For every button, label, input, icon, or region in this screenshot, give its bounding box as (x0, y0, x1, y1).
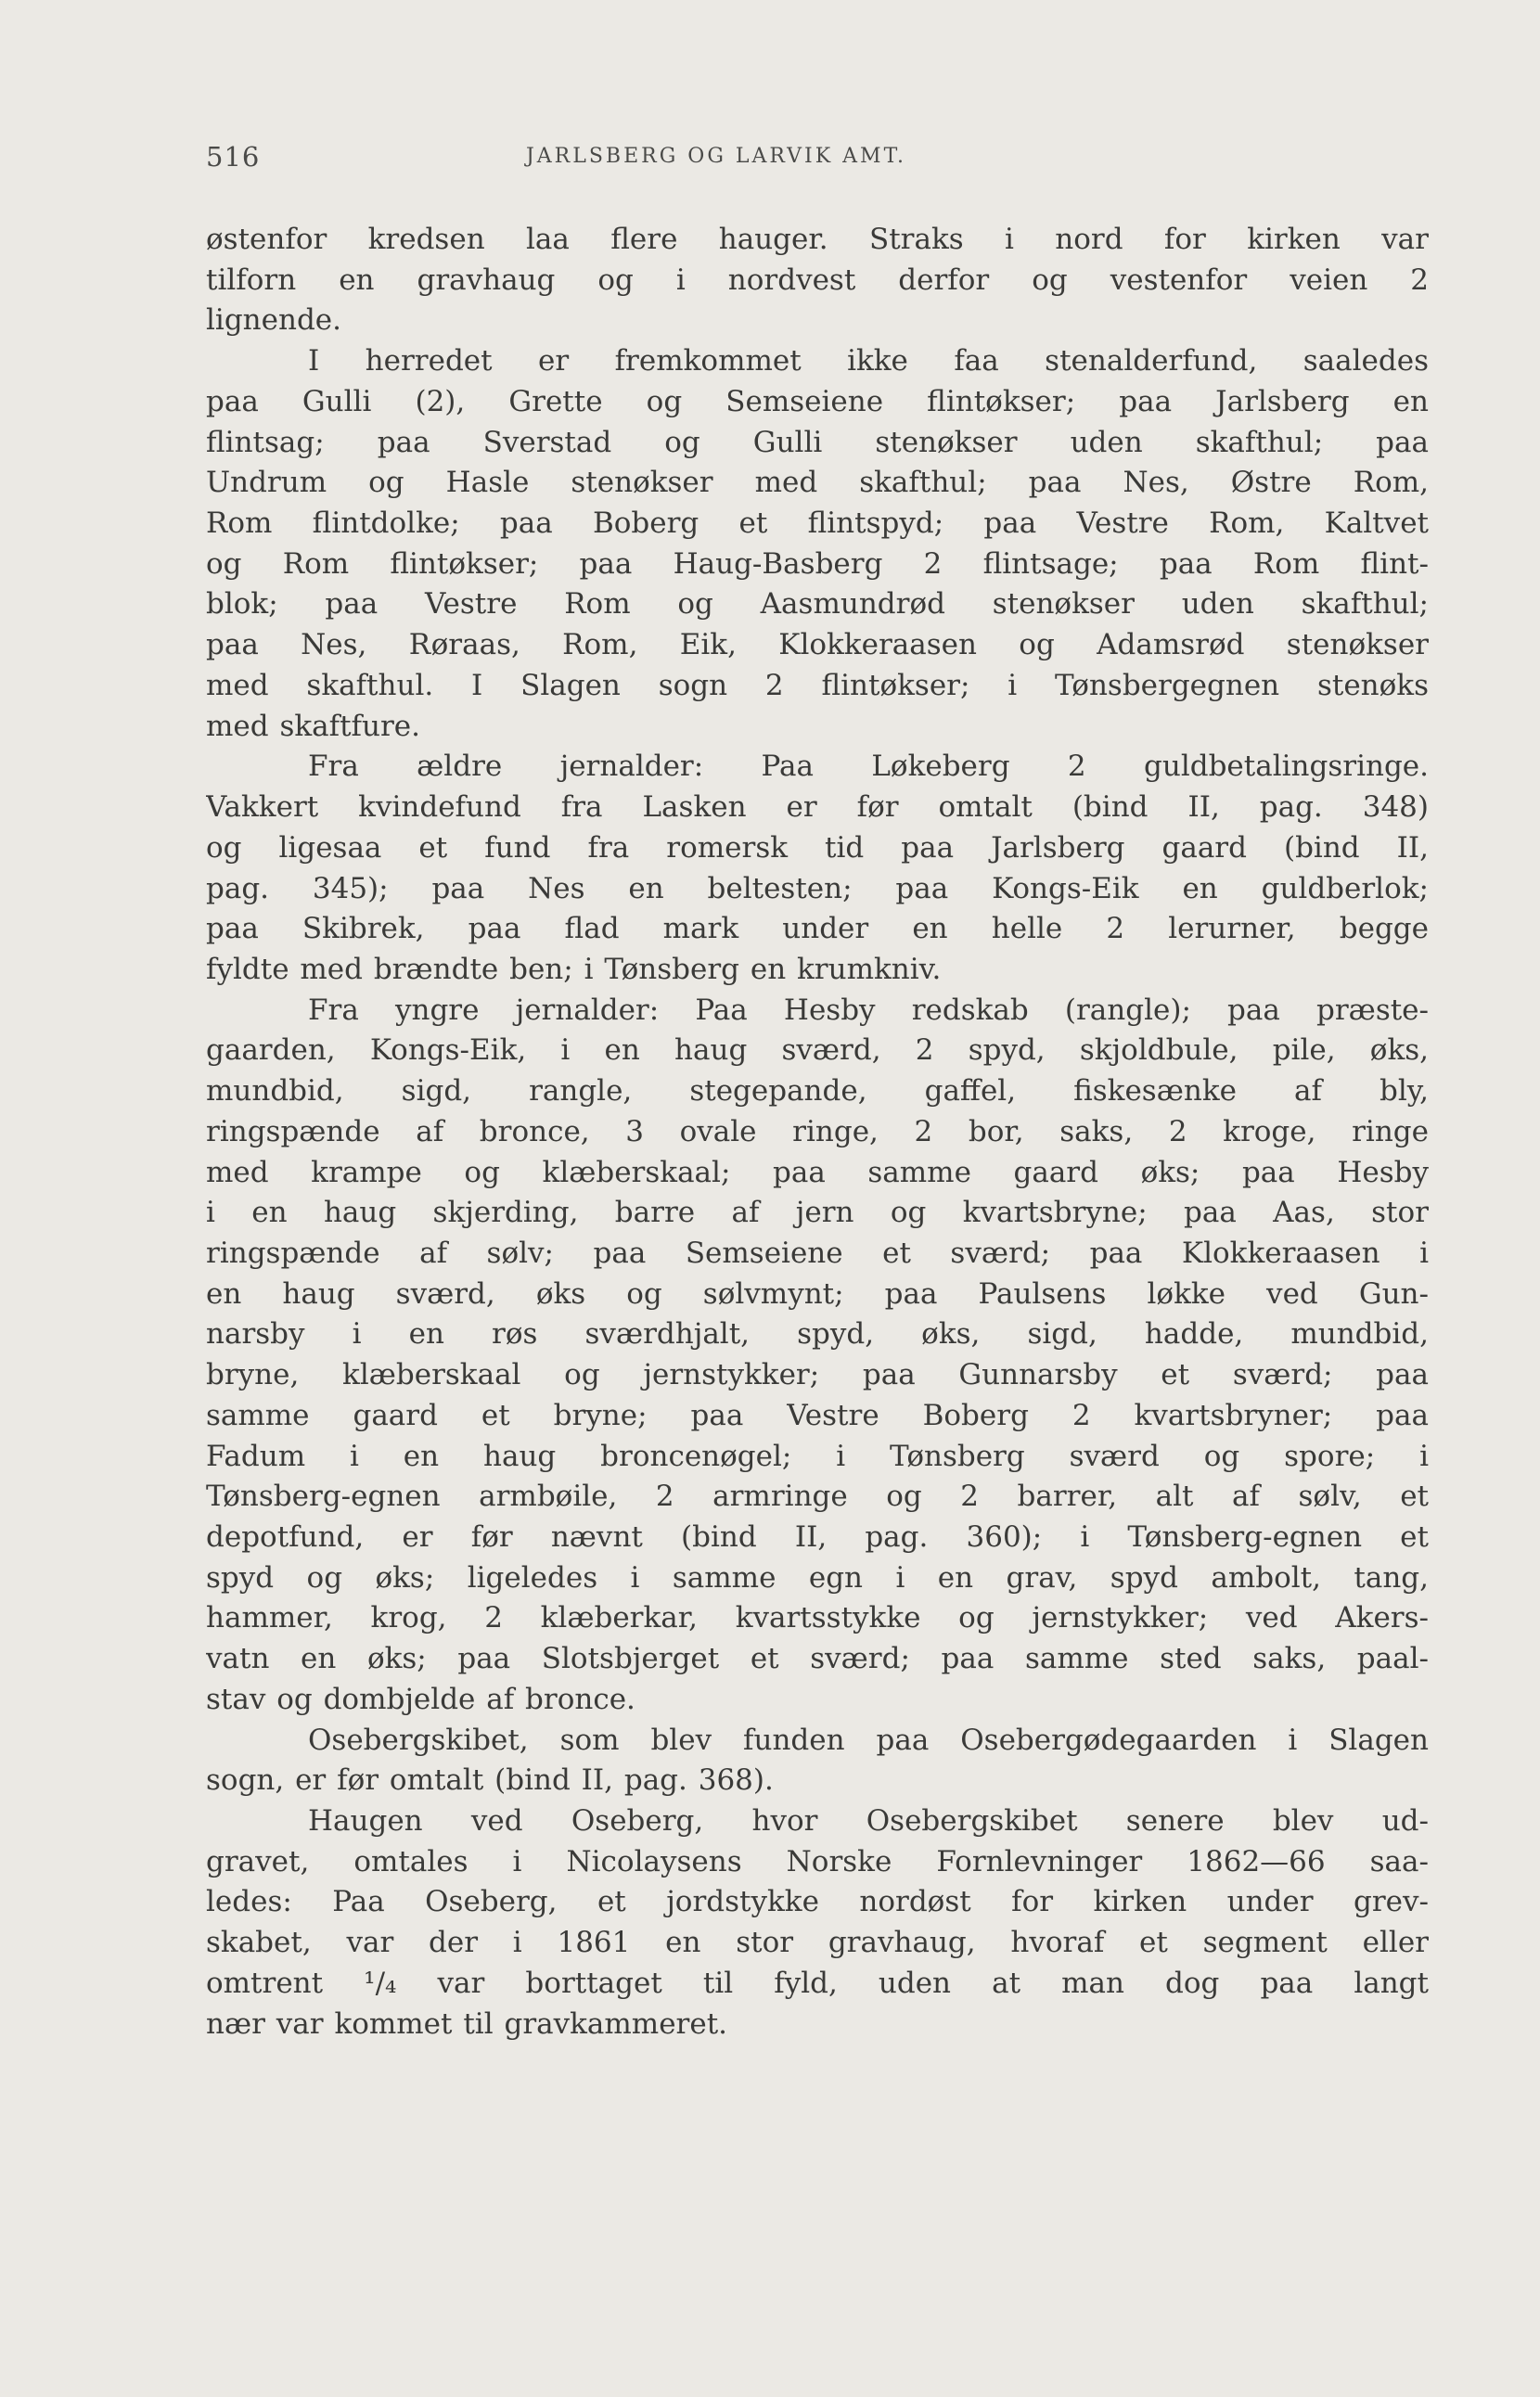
text-line: bryne, klæberskaal og jernstykker; paa Gunnarsby et sværd; paa (206, 1358, 1429, 1392)
text-line: samme gaard et bryne; paa Vestre Boberg 2 kvartsbryner; paa (206, 1398, 1429, 1432)
text-line: og ligesaa et fund fra romersk tid paa Jarlsberg gaard (bind II, (206, 830, 1429, 865)
text-line: I herredet er fremkommet ikke faa stenalderfund, saaledes (308, 344, 1429, 378)
text-line: ledes: Paa Oseberg, et jordstykke nordøst for kirken under grev- (206, 1885, 1429, 1919)
text-line: Fra ældre jernalder: Paa Løkeberg 2 guldbetalingsringe. (308, 750, 1429, 784)
text-line: nær var kommet til gravkammeret. (206, 2006, 728, 2041)
text-line: østenfor kredsen laa flere hauger. Straks i nord for kirken var (206, 223, 1429, 256)
text-line: lignende. (206, 303, 341, 338)
text-line: vatn en øks; paa Slotsbjerget et sværd; paa samme sted saks, paal- (206, 1642, 1429, 1676)
text-line: stav og dombjelde af bronce. (206, 1682, 635, 1716)
text-line: Fadum i en haug broncenøgel; i Tønsberg sværd og spore; i (206, 1439, 1429, 1473)
text-line: spyd og øks; ligeledes i samme egn i en grav, spyd ambolt, tang, (206, 1560, 1429, 1595)
text-line: Vakkert kvindefund fra Lasken er før omtalt (bind II, pag. 348) (206, 790, 1429, 825)
text-line: Osebergskibet, som blev funden paa Osebergødegaarden i Slagen (308, 1723, 1429, 1757)
text-line: Tønsberg-egnen armbøile, 2 armringe og 2 barrer, alt af sølv, et (206, 1480, 1429, 1514)
text-line: flintsag; paa Sverstad og Gulli stenøkser uden skafthul; paa (206, 425, 1429, 459)
text-line: fyldte med brændte ben; i Tønsberg en krumkniv. (206, 952, 942, 986)
text-line: narsby i en røs sværdhjalt, spyd, øks, sigd, hadde, mundbid, (206, 1317, 1429, 1352)
text-line: i en haug skjerding, barre af jern og kvartsbryne; paa Aas, stor (206, 1196, 1429, 1230)
text-line: blok; paa Vestre Rom og Aasmundrød stenøkser uden skafthul; (206, 587, 1429, 622)
text-line: Haugen ved Oseberg, hvor Osebergskibet senere blev ud- (308, 1804, 1429, 1839)
text-line: ringspænde af bronce, 3 ovale ringe, 2 bor, saks, 2 kroge, ringe (206, 1114, 1429, 1148)
body-text (206, 220, 1429, 2045)
text-line: og Rom flintøkser; paa Haug-Basberg 2 flintsage; paa Rom flint- (206, 546, 1429, 581)
text-line: paa Skibrek, paa flad mark under en helle 2 lerurner, begge (206, 912, 1429, 946)
text-line: omtrent ¹/₄ var borttaget til fyld, uden at man dog paa langt (206, 1966, 1429, 2000)
text-line: hammer, krog, 2 klæberkar, kvartsstykke og jernstykker; ved Akers- (206, 1601, 1429, 1635)
text-line: skabet, var der i 1861 en stor gravhaug, hvoraf et segment eller (206, 1926, 1429, 1960)
text-line: en haug sværd, øks og sølvmynt; paa Paulsens løkke ved Gun- (206, 1276, 1429, 1311)
text-line: med krampe og klæberskaal; paa samme gaard øks; paa Hesby (206, 1155, 1429, 1189)
text-line: pag. 345); paa Nes en beltesten; paa Kongs-Eik en guldberlok; (206, 871, 1429, 905)
text-line: paa Gulli (2), Grette og Semseiene flintøkser; paa Jarlsberg en (206, 384, 1429, 418)
text-line: gravet, omtales i Nicolaysens Norske Fornlevninger 1862—66 saa- (206, 1844, 1429, 1878)
text-line: sogn, er før omtalt (bind II, pag. 368). (206, 1763, 774, 1798)
text-line: Fra yngre jernalder: Paa Hesby redskab (rangle); paa præste- (308, 993, 1429, 1027)
text-line: Rom flintdolke; paa Boberg et flintspyd; paa Vestre Rom, Kaltvet (206, 506, 1429, 541)
running-head: JARLSBERG OG LARVIK AMT. (525, 145, 907, 168)
page-header (206, 141, 1431, 178)
text-line: paa Nes, Røraas, Rom, Eik, Klokkeraasen og Adamsrød stenøkser (206, 628, 1429, 662)
text-line: med skafthul. I Slagen sogn 2 flintøkser; i Tønsbergegnen stenøks (206, 668, 1429, 702)
text-line: gaarden, Kongs-Eik, i en haug sværd, 2 spyd, skjoldbule, pile, øks, (206, 1033, 1429, 1068)
page-number: 516 (206, 141, 261, 173)
text-line: ringspænde af sølv; paa Semseiene et sværd; paa Klokkeraasen i (206, 1236, 1429, 1270)
text-line: depotfund, er før nævnt (bind II, pag. 360); i Tønsberg-egnen et (206, 1520, 1429, 1554)
text-line: Undrum og Hasle stenøkser med skafthul; paa Nes, Østre Rom, (206, 466, 1429, 500)
text-line: tilforn en gravhaug og i nordvest derfor og vestenfor veien 2 (206, 263, 1429, 297)
text-line: med skaftfure. (206, 709, 421, 743)
text-line: mundbid, sigd, rangle, stegepande, gaffel, fiskesænke af bly, (206, 1074, 1429, 1109)
